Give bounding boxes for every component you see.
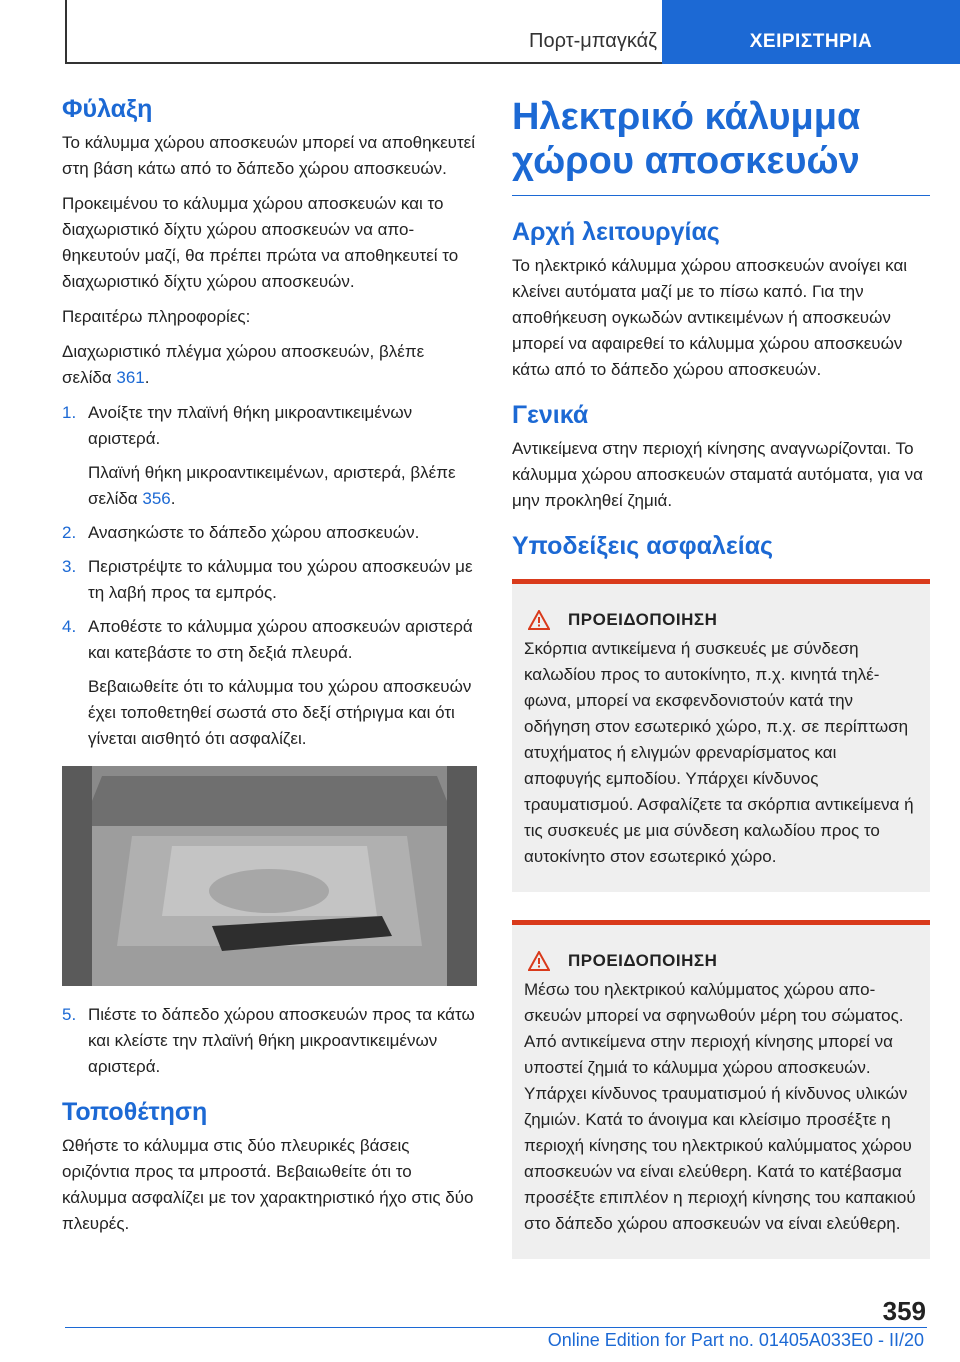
footer-edition: Online Edition for Part no. 01405A033E0 - II/20	[547, 1330, 924, 1350]
step-number: 3.	[62, 557, 77, 576]
step-subtext-body: Πλαϊνή θήκη μικροαντικειμένων, αριστερά, βλέπε σελίδα	[88, 463, 456, 508]
principle-heading: Αρχή λειτουργίας	[512, 218, 720, 246]
warning-box-2	[512, 920, 930, 1259]
warning-triangle-icon	[528, 951, 550, 971]
trunk-photo	[62, 766, 477, 986]
right-column	[512, 95, 930, 1287]
storage-steps-continued	[62, 1002, 477, 1080]
page-number: 359	[882, 1296, 926, 1326]
step-text: Ανασηκώστε το δάπεδο χώρου αποσκευών.	[88, 523, 420, 542]
storage-paragraph-1: Το κάλυμμα χώρου αποσκευών μπορεί να αποθηκευτεί στη βάση κάτω από το δάπεδο χώρου αποσκευών.	[62, 133, 476, 178]
more-info-label: Περαιτέρω πληροφορίες:	[62, 307, 251, 326]
storage-steps	[62, 400, 477, 752]
step-subtext: Βεβαιωθείτε ότι το κάλυμμα του χώρου αποσκευών έχει τοποθετηθεί σωστά στο δεξί στήριγμα και ότι γίνεται αισθητό ότι ασφαλίζει.	[88, 677, 472, 748]
step-3	[62, 554, 477, 606]
step-number: 5.	[62, 1005, 77, 1024]
step-number: 4.	[62, 617, 77, 636]
general-paragraph: Αντικείμενα στην περιοχή κίνησης αναγνωρίζονται. Το κάλυμμα χώρου αποσκευών σταματά αυτόματα, για να μην προκληθεί ζημιά.	[512, 439, 923, 510]
principle-paragraph: Το ηλεκτρικό κάλυμμα χώρου αποσκευών ανοίγει και κλείνει αυτόματα μαζί με το πίσω καπό. Για την αποθήκευση ογκωδών αντικειμένων ή αποσκευών μπορεί να αφαιρεθεί το κάλυμμα χώρου αποσκευών κάτω από το δάπεδο χώρου αποσκευών.	[512, 256, 908, 379]
step-text: Περιστρέψτε το κάλυμμα του χώρου αποσκευών με τη λαβή προς τα εμπρός.	[88, 557, 473, 602]
safety-heading: Υποδείξεις ασφαλείας	[512, 532, 774, 560]
step-2	[62, 520, 477, 546]
warning-text: Μέσω του ηλεκτρικού καλύμματος χώρου αποσκευών μπορεί να σφηνωθούν μέρη του σώματος. Από αντικείμενα στην περιοχή κίνησης μπορεί να υποστεί ζημιά το κάλυμμα χώρου αποσκευών. Υπάρχει κίνδυνος τραυματισμού ή κίνδυνος υλικών ζημιών. Κατά το άνοιγμα και κλείσιμο προσέξτε η περιοχή κίνησης του ηλεκτρικού καλύμματος χώρου αποσκευών να είναι ελεύθερη. Κατά το κατέβασμα προσέξτε επιπλέον η περιοχή κίνησης του καπακιού στο δάπεδο χώρου αποσκευών να είναι ελεύθερη.	[524, 980, 916, 1233]
install-heading: Τοποθέτηση	[62, 1098, 208, 1126]
general-heading: Γενικά	[512, 401, 589, 429]
step-5	[62, 1002, 477, 1080]
header-bottom-rule	[65, 62, 662, 64]
trunk-illustration	[62, 766, 477, 986]
install-paragraph: Ωθήστε το κάλυμμα στις δύο πλευρικές βάσεις οριζόντια προς τα μπροστά. Βεβαιωθείτε ότι το κάλυμμα ασφαλίζει με τον χαρακτηριστικό ήχο στις δύο πλευρές.	[62, 1136, 474, 1233]
step-text: Πιέστε το δάπεδο χώρου αποσκευών προς τα κάτω και κλείστε την πλαϊνή θήκη μικροαντικειμένων αριστερά.	[88, 1005, 475, 1076]
heading-rule	[512, 195, 930, 196]
page-link-356[interactable]: 356	[142, 489, 171, 508]
net-reference-text: Διαχωριστικό πλέγμα χώρου αποσκευών, βλέπε σελίδα	[62, 342, 425, 387]
chapter-tab[interactable]: ΧΕΙΡΙΣΤΗΡΙΑ	[662, 0, 960, 64]
net-reference: Διαχωριστικό πλέγμα χώρου αποσκευών, βλέπε σελίδα 361.	[62, 342, 425, 387]
step-number: 2.	[62, 523, 77, 542]
main-heading: Ηλεκτρικό κάλυμμα χώρου αποσκευών	[512, 96, 861, 182]
warning-title-row	[524, 610, 918, 630]
step-text: Ανοίξτε την πλαϊνή θήκη μικροαντικειμένων αριστερά.	[88, 403, 413, 448]
warning-title: ΠΡΟΕΙΔΟΠΟΙΗΣΗ	[568, 951, 718, 970]
left-column	[62, 95, 477, 1246]
page-link-361[interactable]: 361	[116, 368, 145, 387]
storage-paragraph-2: Προκειμένου το κάλυμμα χώρου αποσκευών και το διαχωριστικό δίχτυ χώρου αποσκευών να αποθηκευτούν μαζί, θα πρέπει πρώτα να αποθηκευτεί το διαχωριστικό δίχτυ χώρου αποσκευών.	[62, 194, 459, 291]
step-text: Αποθέστε το κάλυμμα χώρου αποσκευών αριστερά και κατεβάστε το στη δεξιά πλευρά.	[88, 617, 473, 662]
footer-rule	[65, 1327, 927, 1328]
step-number: 1.	[62, 403, 77, 422]
warning-box-1	[512, 579, 930, 892]
step-1	[62, 400, 477, 512]
warning-title-row	[524, 951, 918, 971]
step-subtext: Πλαϊνή θήκη μικροαντικειμένων, αριστερά, βλέπε σελίδα 356.	[88, 463, 456, 508]
warning-title: ΠΡΟΕΙΔΟΠΟΙΗΣΗ	[568, 610, 718, 629]
section-label: Πορτ-μπαγκάζ	[529, 30, 657, 52]
step-4	[62, 614, 477, 752]
warning-text: Σκόρπια αντικείμενα ή συσκευές με σύνδεση καλωδίου προς το αυτοκίνητο, π.χ. κινητά τηλέφωνα, μπορεί να εκσφενδονιστούν κατά την οδήγηση στον εσωτερικό χώρο, π.χ. σε περίπτωση ατυχήματος ή ελιγμών φρεναρίσματος και αποφυγής εμποδίου. Υπάρχει κίνδυνος τραυματισμού. Ασφαλίζετε τα σκόρπια αντικείμενα ή τις συσκευές με μια σύνδεση καλωδίου προς το αυτοκίνητο στον εσωτερικό χώρο.	[524, 639, 914, 866]
warning-triangle-icon	[528, 610, 550, 630]
storage-heading: Φύλαξη	[62, 95, 153, 123]
